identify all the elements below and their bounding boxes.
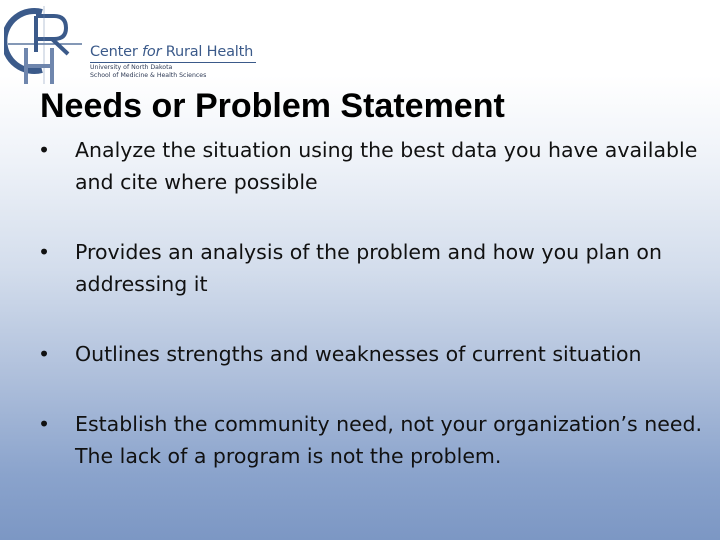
logo-organization-name	[90, 44, 258, 61]
bullet-text: Outlines strengths and weaknesses of current situation	[75, 342, 642, 366]
logo-text	[90, 44, 258, 79]
logo-divider	[90, 62, 256, 63]
bullet-text: Establish the community need, not your organization’s need. The lack of a program is not the problem.	[75, 412, 702, 468]
bullet-marker: •	[38, 412, 51, 436]
logo-name-prefix: Center	[90, 44, 143, 60]
logo-school: School of Medicine & Health Sciences	[90, 71, 207, 79]
logo-name-for: for	[142, 44, 162, 60]
bullet-text: Analyze the situation using the best data you have available and cite where possible	[75, 138, 698, 194]
bullet-marker: •	[38, 240, 51, 264]
bullet-item	[38, 408, 708, 472]
logo-university: University of North Dakota	[90, 64, 173, 71]
logo-name-suffix: Rural Health	[161, 44, 254, 60]
bullet-item	[38, 134, 708, 198]
slide-title: Needs or Problem Statement	[40, 87, 505, 125]
crh-monogram-icon	[4, 4, 84, 86]
bullet-marker: •	[38, 342, 51, 366]
bullet-item	[38, 338, 708, 370]
bullet-item	[38, 236, 708, 300]
bullet-marker: •	[38, 138, 51, 162]
bullet-text: Provides an analysis of the problem and how you plan on addressing it	[75, 240, 662, 296]
crh-logo	[0, 0, 260, 88]
bullet-list	[38, 134, 708, 510]
